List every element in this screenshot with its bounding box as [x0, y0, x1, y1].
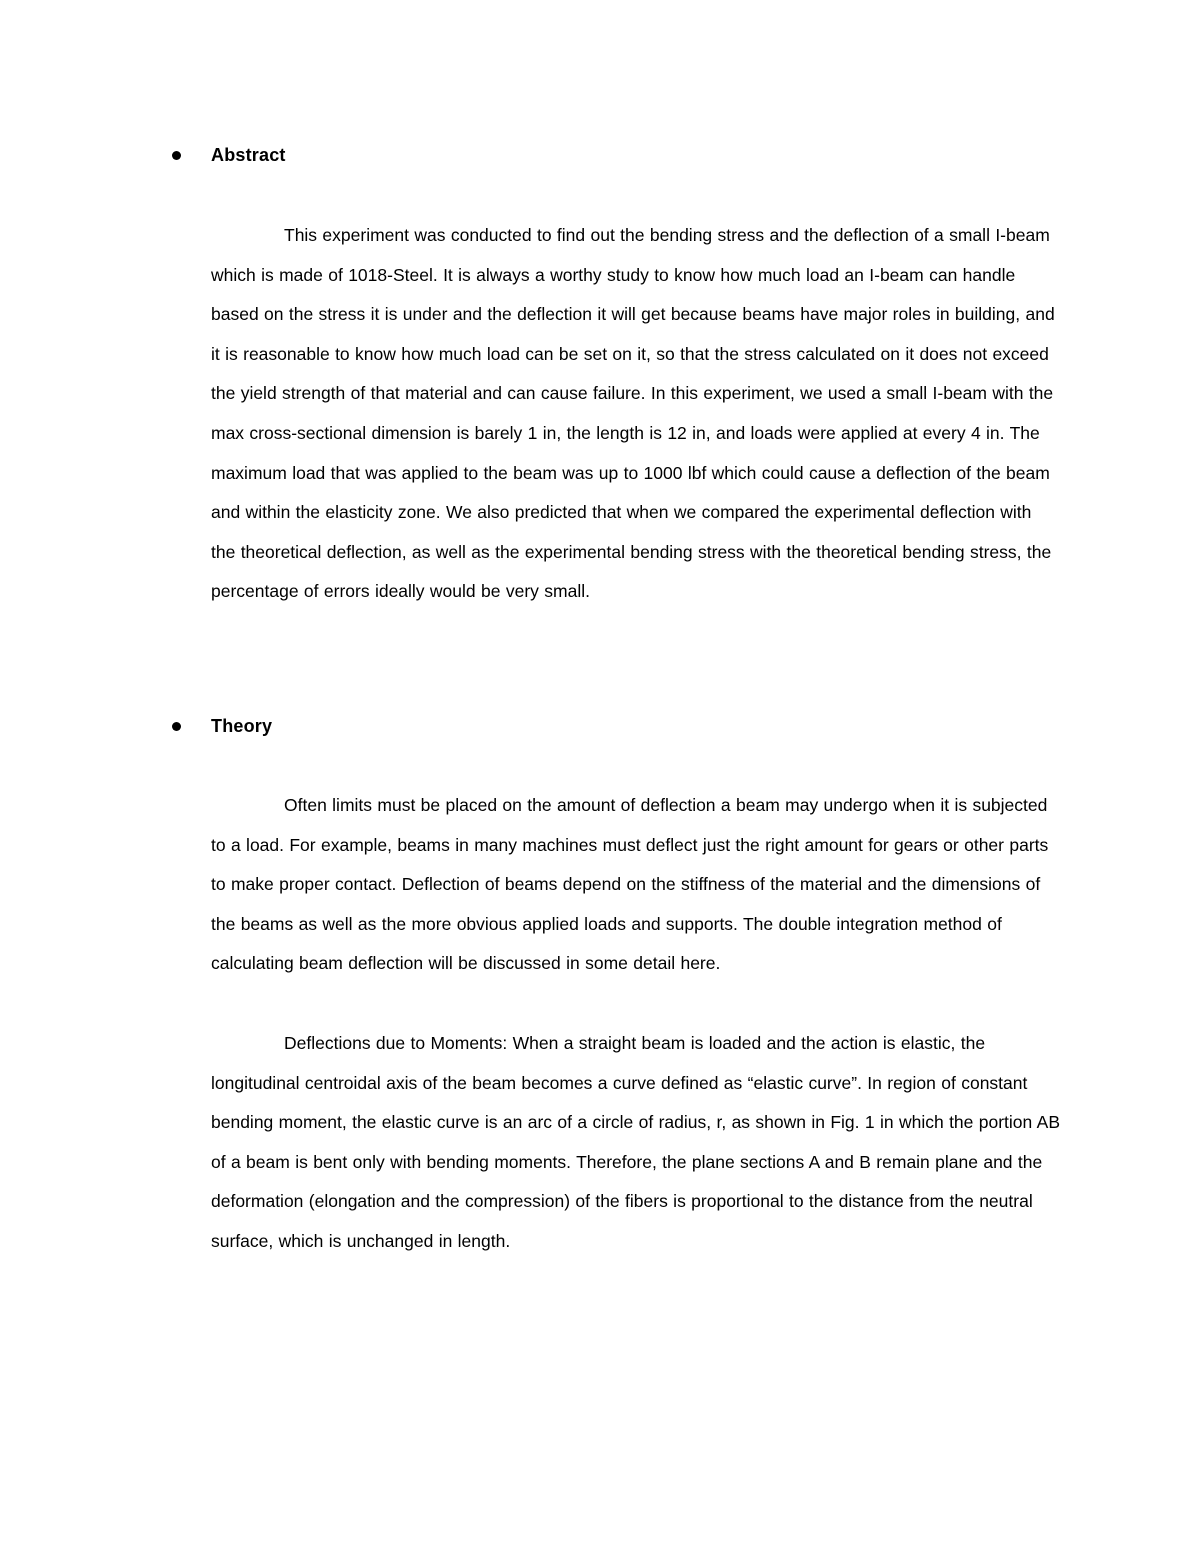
bullet-icon: [172, 722, 181, 731]
theory-paragraph-1: Often limits must be placed on the amount of deflection a beam may undergo when it is subjected to a load. For example, beams in many machines must deflect just the right amount for gears or other parts to make proper contact. Deflection of beams depend on the stiffness of the material and the dimensions of the beams as well as the more obvious applied loads and supports. The double integration method of calculating beam deflection will be discussed in some detail here.: [211, 795, 1049, 974]
abstract-paragraph: This experiment was conducted to find out the bending stress and the deflection of a small I-beam which is made of 1018-Steel. It is always a worthy study to know how much load an I-beam can handle based on the stress it is under and the deflection it will get because beams have major roles in building, and it is reasonable to know how much load can be set on it, so that the stress calculated on it does not exceed the yield strength of that material and can cause failure. In this experiment, we used a small I-beam with the max cross-sectional dimension is barely 1 in, the length is 12 in, and loads were applied at every 4 in. The maximum load that was applied to the beam was up to 1000 lbf which could cause a deflection of the beam and within the elasticity zone. We also predicted that when we compared the experimental deflection with the theoretical deflection, as well as the experimental bending stress with the theoretical bending stress, the percentage of errors ideally would be very small.: [211, 225, 1055, 602]
theory-paragraph-2: Deflections due to Moments: When a straight beam is loaded and the action is elastic, the longitudinal centroidal axis of the beam becomes a curve defined as “elastic curve”. In region of constant bending moment, the elastic curve is an arc of a circle of radius, r, as shown in Fig. 1 in which the portion AB of a beam is bent only with bending moments. Therefore, the plane sections A and B remain plane and the deformation (elongation and the compression) of the fibers is proportional to the distance from the neutral surface, which is unchanged in length.: [211, 1033, 1061, 1251]
section-heading-abstract: [172, 143, 286, 167]
section-heading-theory: [172, 714, 272, 738]
bullet-icon: [172, 151, 181, 160]
section-title: Theory: [211, 715, 273, 736]
section-title: Abstract: [211, 144, 286, 165]
